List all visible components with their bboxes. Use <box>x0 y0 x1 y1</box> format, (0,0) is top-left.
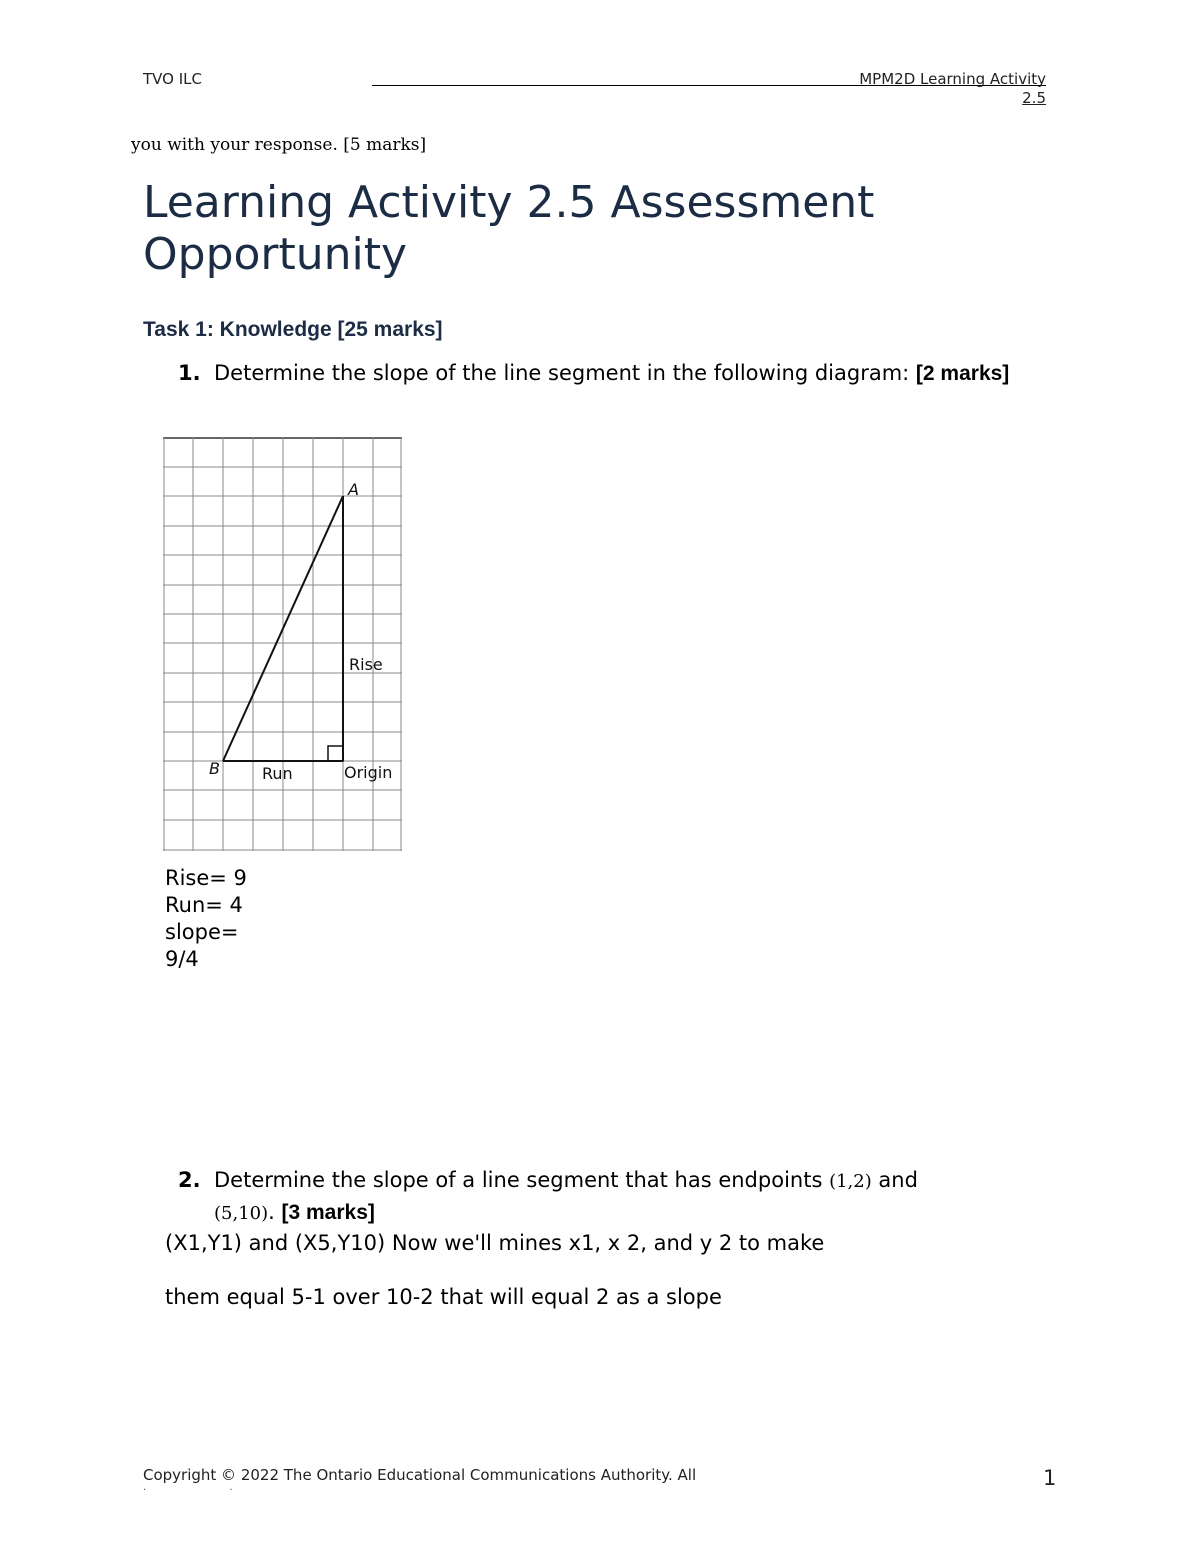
question-2-point1: (1,2) <box>829 1171 872 1192</box>
label-rise: Rise <box>349 655 383 674</box>
task1-heading: Task 1: Knowledge [25 marks] <box>143 318 443 341</box>
slope-diagram <box>163 437 403 853</box>
header-left-text: TVO ILC <box>143 70 202 88</box>
answer-1-rise: Rise= 9 <box>165 866 247 890</box>
carryover-text: you with your response. [5 marks] <box>131 135 427 155</box>
question-2-number: 2. <box>178 1168 201 1192</box>
footer-cut-off-line: . . <box>143 1482 273 1493</box>
header-right-text <box>859 70 1046 108</box>
question-2-text-a: Determine the slope of a line segment that has endpoints <box>214 1168 830 1192</box>
question-2-text-c: . <box>268 1200 282 1224</box>
label-origin: Origin <box>344 763 393 782</box>
answer-1-run: Run= 4 <box>165 893 243 917</box>
question-2-point2: (5,10) <box>214 1203 269 1224</box>
label-run: Run <box>262 764 293 783</box>
right-angle-marker <box>328 746 343 761</box>
header-activity-number: 2.5 <box>1022 89 1046 107</box>
label-a: A <box>348 480 359 499</box>
question-1-marks: [2 marks] <box>915 362 1010 385</box>
answer-1 <box>165 865 247 973</box>
answer-2-line-2: them equal 5-1 over 10-2 that will equal 2 as a slope <box>165 1285 722 1309</box>
grid-lines <box>163 437 402 851</box>
question-1-text: Determine the slope of the line segment in the following diagram: <box>214 361 916 385</box>
page-title: Learning Activity 2.5 Assessment Opportunity <box>143 177 875 280</box>
question-1-number: 1. <box>178 361 201 385</box>
answer-1-slope-value: 9/4 <box>165 947 199 971</box>
footer-copyright: Copyright © 2022 The Ontario Educational Communications Authority. All <box>143 1466 697 1484</box>
answer-1-slope-label: slope= <box>165 920 239 944</box>
header-course: MPM2D Learning Activity <box>859 70 1046 88</box>
question-2-text-b: and <box>871 1168 918 1192</box>
answer-2-line-1: (X1,Y1) and (X5,Y10) Now we'll mines x1, x 2, and y 2 to make <box>165 1231 825 1255</box>
page-number: 1 <box>1043 1466 1057 1490</box>
question-2-marks: [3 marks] <box>281 1201 375 1224</box>
label-b: B <box>209 759 220 778</box>
